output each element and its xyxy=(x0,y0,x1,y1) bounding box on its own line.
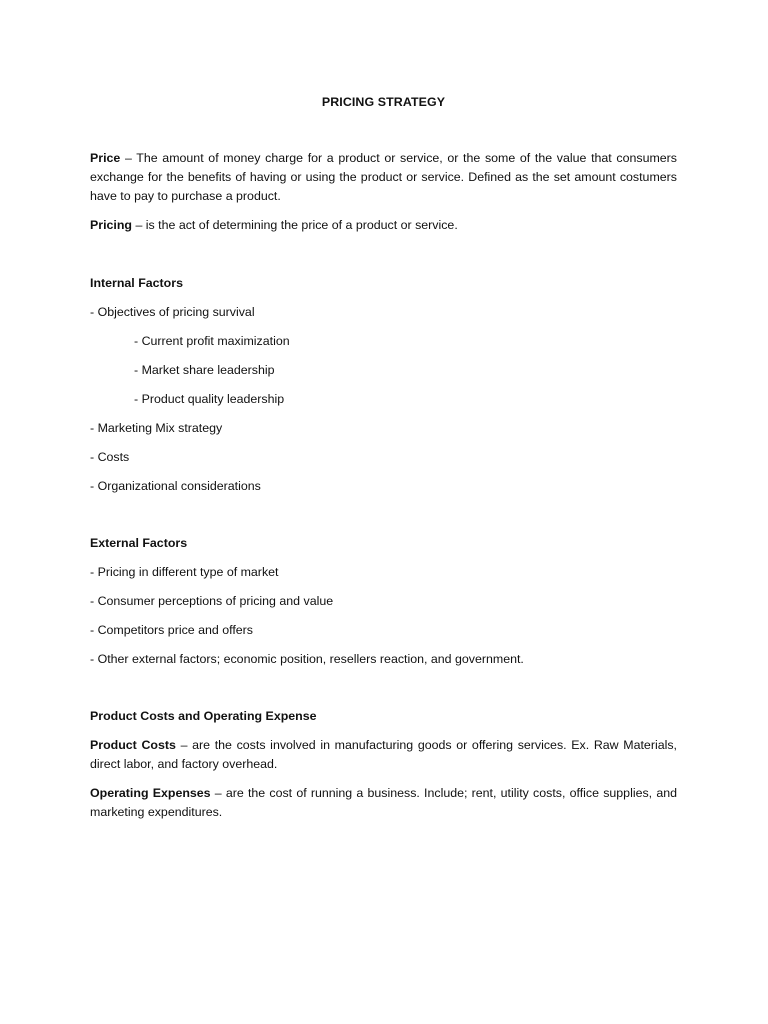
document-page xyxy=(90,93,677,832)
operating-expenses-text: – are the cost of running a business. Include; rent, utility costs, office supplies, and marketing expenditures. xyxy=(90,786,677,819)
price-text: – The amount of money charge for a product or service, or the some of the value that consumers exchange for the benefits of having or using the product or service. Defined as the set amount costumers have to pay to purchase a product. xyxy=(90,151,677,203)
list-item: - Competitors price and offers xyxy=(90,623,253,637)
operating-expenses-definition xyxy=(90,784,677,822)
price-term: Price xyxy=(90,151,121,165)
list-item: - Pricing in different type of market xyxy=(90,565,279,579)
list-item: - Marketing Mix strategy xyxy=(90,421,223,435)
list-item: - Objectives of pricing survival xyxy=(90,305,255,319)
list-item: - Current profit maximization xyxy=(134,334,290,348)
document-title: PRICING STRATEGY xyxy=(321,95,446,109)
internal-factors-heading: Internal Factors xyxy=(90,276,183,290)
costs-heading: Product Costs and Operating Expense xyxy=(90,709,317,723)
list-item: - Costs xyxy=(90,450,130,464)
pricing-text: – is the act of determining the price of a product or service. xyxy=(132,218,458,232)
list-item: - Organizational considerations xyxy=(90,479,261,493)
list-item: - Market share leadership xyxy=(134,363,275,377)
list-item: - Product quality leadership xyxy=(134,392,285,406)
operating-expenses-term: Operating Expenses xyxy=(90,786,211,800)
list-item: - Other external factors; economic position, resellers reaction, and government. xyxy=(90,652,524,666)
product-costs-text: – are the costs involved in manufacturing goods or offering services. Ex. Raw Materials, direct labor, and factory overhead. xyxy=(90,738,677,771)
pricing-definition xyxy=(90,216,677,235)
pricing-term: Pricing xyxy=(90,218,132,232)
list-item: - Consumer perceptions of pricing and value xyxy=(90,594,334,608)
product-costs-term: Product Costs xyxy=(90,738,176,752)
product-costs-definition xyxy=(90,736,677,774)
external-factors-heading: External Factors xyxy=(90,536,188,550)
price-definition xyxy=(90,149,677,206)
